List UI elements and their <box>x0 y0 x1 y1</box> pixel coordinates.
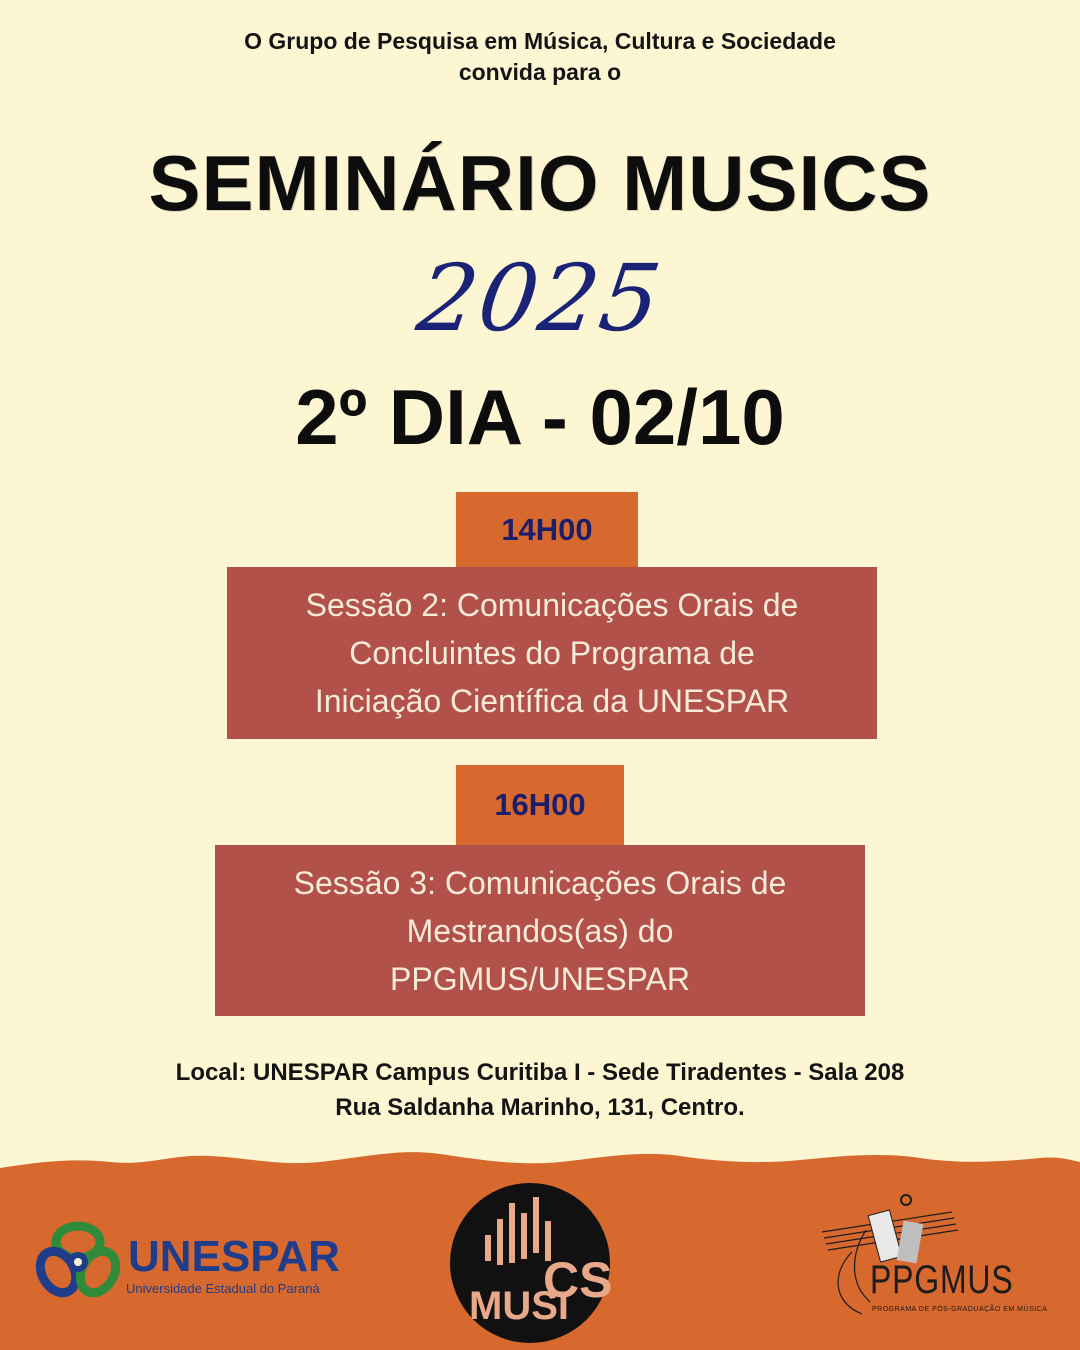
event-year: 2025 <box>411 245 669 352</box>
location-line-2: Rua Saldanha Marinho, 131, Centro. <box>335 1094 745 1121</box>
event-title: SEMINÁRIO MUSICS <box>148 139 932 227</box>
unespar-logo-subtitle: Universidade Estadual do Paraná <box>126 1281 320 1296</box>
session-time-2: 16H00 <box>456 765 624 845</box>
event-day: 2º DIA - 02/10 <box>295 373 785 461</box>
musics-logo-icon <box>447 1183 613 1343</box>
musics-logo-left-text: MUSI <box>469 1284 569 1328</box>
session-description-1: Sessão 2: Comunicações Orais de Concluintes do Programa de Iniciação Científica da UNESPAR <box>227 567 877 739</box>
unespar-emblem-icon <box>30 1218 126 1302</box>
invitation-text <box>0 26 1080 88</box>
invitation-line-2: convida para o <box>458 59 622 85</box>
location-text <box>0 1055 1080 1125</box>
session-description-2: Sessão 3: Comunicações Orais de Mestrandos(as) do PPGMUS/UNESPAR <box>215 845 865 1016</box>
ppgmus-logo-name: PPGMUS <box>870 1258 1014 1302</box>
invitation-line-1: O Grupo de Pesquisa em Música, Cultura e Sociedade <box>244 28 836 54</box>
session-time-1: 14H00 <box>456 492 638 567</box>
unespar-logo-name: UNESPAR <box>128 1232 340 1281</box>
musics-logo-right-text: CS <box>543 1252 613 1308</box>
location-line-1: Local: UNESPAR Campus Curitiba I - Sede Tiradentes - Sala 208 <box>175 1059 905 1086</box>
ppgmus-logo-subtitle: PROGRAMA DE PÓS-GRADUAÇÃO EM MÚSICA <box>872 1306 1048 1313</box>
